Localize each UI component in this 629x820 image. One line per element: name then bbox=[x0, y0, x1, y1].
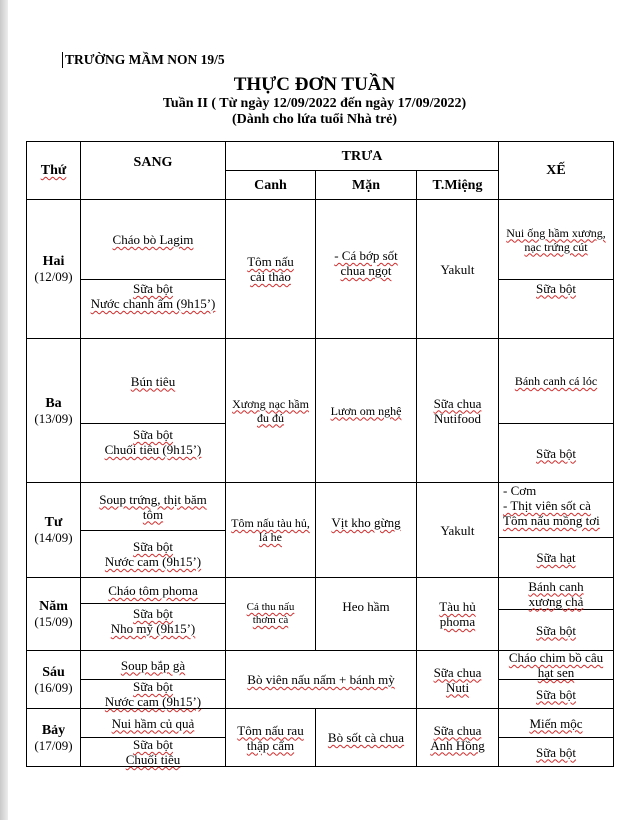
header-thu: Thứ bbox=[40, 163, 67, 178]
sang-nam-main: Cháo tôm phoma bbox=[108, 583, 198, 598]
week-range: Tuần II ( Từ ngày 12/09/2022 đến ngày 17/09/2022) bbox=[162, 96, 467, 111]
header-trua: TRƯA bbox=[341, 148, 383, 164]
audience-note: (Dành cho lứa tuổi Nhà trẻ) bbox=[231, 112, 398, 127]
sang-hai-snack: Sữa bột Nước chanh ấm (9h15’) bbox=[90, 281, 216, 311]
sang-ba-snack: Sữa bột Chuối tiêu (9h15’) bbox=[104, 427, 202, 457]
day-ba: Ba (13/09) bbox=[34, 395, 73, 426]
header-sang: SANG bbox=[133, 154, 173, 170]
xe-hai-main: Nui ống hầm xương, nạc trứng cút bbox=[506, 225, 606, 254]
xe-bay-milk: Sữa bột bbox=[536, 744, 576, 760]
canh-ba: Xương nạc hầm đu đủ bbox=[232, 396, 309, 425]
man-hai: - Cá bớp sốt chua ngọt bbox=[334, 248, 398, 278]
sang-ba-main: Bún tiêu bbox=[130, 373, 176, 389]
trang-mieng-nam: Tàu hủ phoma bbox=[439, 599, 476, 629]
header-man: Mặn bbox=[352, 177, 380, 193]
day-tu: Tư (14/09) bbox=[34, 515, 73, 545]
xe-ba-milk: Sữa bột bbox=[536, 445, 576, 461]
sang-sau-snack: Sữa bột Nước cam (9h15’) bbox=[104, 679, 202, 709]
xe-nam-milk: Sữa bột bbox=[536, 622, 576, 638]
header-canh: Canh bbox=[254, 177, 287, 193]
trang-mieng-ba: Sữa chua Nutifood bbox=[433, 395, 482, 426]
header-trang-mieng: T.Miệng bbox=[432, 177, 483, 193]
xe-bay-main: Miến mộc bbox=[529, 715, 583, 731]
school-name: TRƯỜNG MẦM NON 19/5 bbox=[62, 52, 225, 68]
sang-sau-main: Soup bắp gà bbox=[120, 657, 186, 673]
xe-nam-main: Bánh canh xương chả bbox=[528, 578, 584, 609]
canh-bay: Tôm nấu rau thập cẩm bbox=[237, 722, 304, 753]
header-xe: XẾ bbox=[546, 163, 566, 178]
trang-mieng-tu: Yakult bbox=[440, 522, 475, 538]
sang-hai-main: Cháo bò Lagim bbox=[112, 232, 194, 247]
trang-mieng-bay: Sữa chua Anh Hồng bbox=[430, 722, 485, 753]
trang-mieng-hai: Yakult bbox=[440, 261, 475, 277]
man-ba: Lươn om nghệ bbox=[330, 403, 402, 418]
menu-title: THỰC ĐƠN TUẦN bbox=[233, 74, 396, 95]
day-nam: Năm (15/09) bbox=[34, 599, 73, 629]
xe-tu-main: - Cơm - Thịt viên sốt cà Tôm nấu mồng tơi bbox=[503, 483, 600, 528]
canh-tu: Tôm nấu tàu hủ, lá he bbox=[231, 516, 310, 544]
table-border-right bbox=[613, 141, 614, 767]
man-tu: Vịt kho gừng bbox=[331, 515, 401, 530]
canh-nam: Cá thu nấu thơm cà bbox=[246, 601, 295, 626]
man-nam: Heo hầm bbox=[342, 598, 390, 614]
canh-man-sau: Bò viên nấu nấm + bánh mỳ bbox=[247, 672, 395, 687]
sang-bay-main: Nui hầm củ quả bbox=[111, 715, 195, 731]
canh-hai: Tôm nấu cải thảo bbox=[247, 254, 294, 284]
sang-nam-snack: Sữa bột Nho mỹ (9h15’) bbox=[110, 606, 196, 636]
sang-tu-main: Soup trứng, thịt băm tôm bbox=[99, 491, 207, 522]
day-bay: Bảy (17/09) bbox=[34, 722, 73, 753]
xe-sau-milk: Sữa bột bbox=[536, 686, 576, 702]
man-bay: Bò sốt cà chua bbox=[327, 730, 405, 745]
sang-bay-snack: Sữa bột Chuối tiêu bbox=[125, 737, 181, 767]
xe-sau-main: Cháo chim bồ câu hạt sen bbox=[508, 650, 604, 680]
xe-ba-main: Bánh canh cá lóc bbox=[514, 374, 598, 388]
day-hai: Hai (12/09) bbox=[34, 254, 73, 284]
table-border-bottom bbox=[26, 766, 614, 767]
xe-hai-milk: Sữa bột bbox=[536, 280, 576, 296]
sang-tu-snack: Sữa bột Nước cam (9h15’) bbox=[104, 539, 202, 569]
trang-mieng-sau: Sữa chua Nuti bbox=[433, 664, 482, 695]
day-sau: Sáu (16/09) bbox=[34, 664, 73, 695]
xe-tu-milk: Sữa hạt bbox=[536, 550, 576, 565]
